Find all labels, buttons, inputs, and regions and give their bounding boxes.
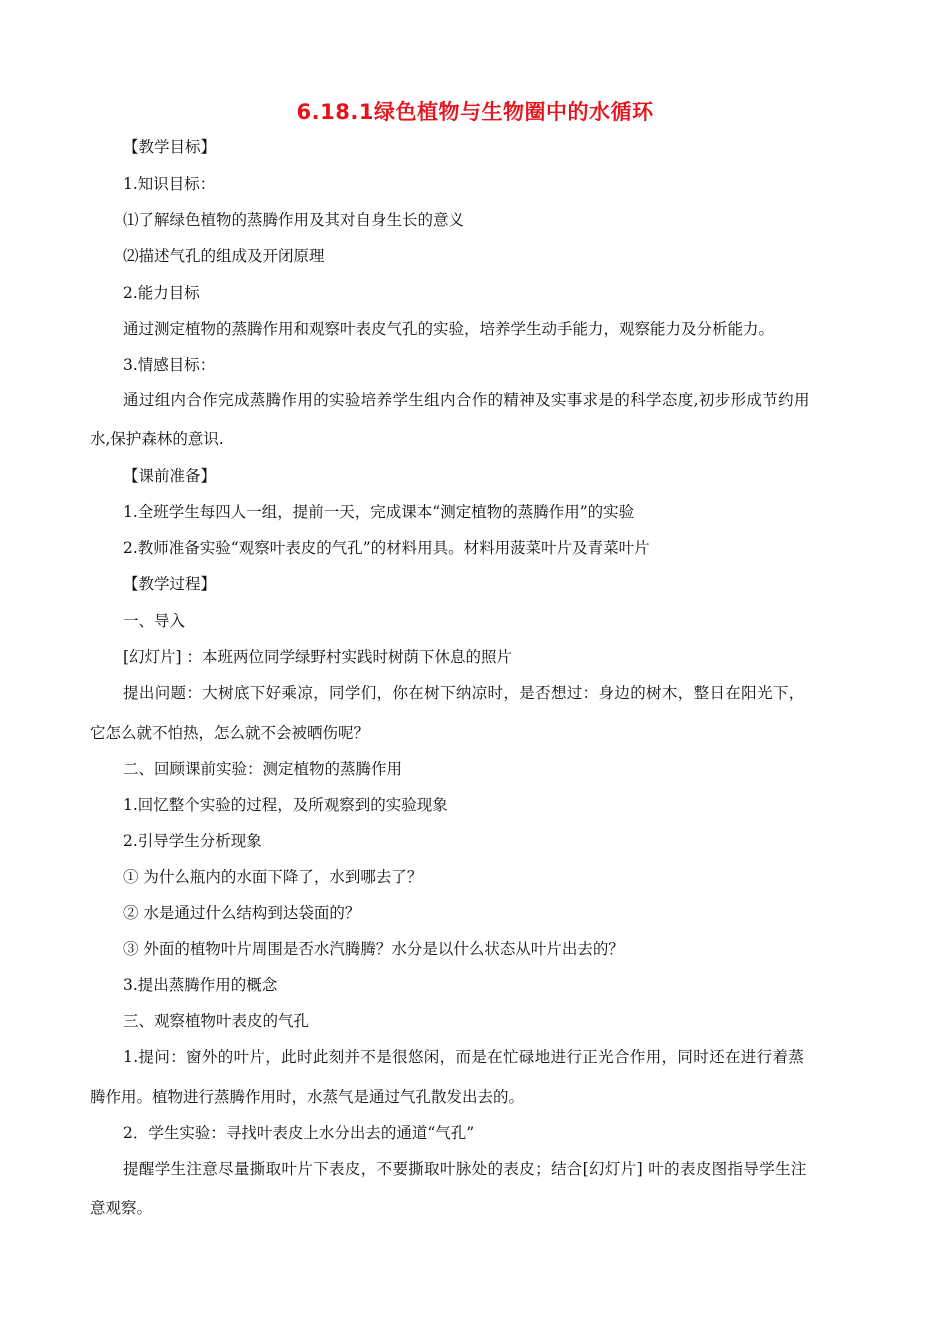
- paragraph-line: ⑴了解绿色植物的蒸腾作用及其对自身生长的意义: [123, 211, 465, 229]
- section-heading-teaching-goals: 【教学目标】: [123, 138, 217, 156]
- section-heading-preparation: 【课前准备】: [123, 467, 217, 485]
- paragraph-line: 通过组内合作完成蒸腾作用的实验培养学生组内合作的精神及实事求是的科学态度,初步形成节约用: [123, 391, 810, 409]
- paragraph-line: 三、观察植物叶表皮的气孔: [123, 1012, 310, 1030]
- paragraph-line: 3.情感目标：: [123, 356, 216, 374]
- paragraph-line: 2.能力目标: [123, 284, 200, 302]
- paragraph-line: ⑵描述气孔的组成及开闭原理: [123, 247, 325, 265]
- paragraph-line: [幻灯片] ：本班两位同学绿野村实践时树荫下休息的照片: [123, 648, 513, 666]
- paragraph-line: ② 水是通过什么结构到达袋面的？: [123, 904, 361, 922]
- paragraph-line: 通过测定植物的蒸腾作用和观察叶表皮气孔的实验，培养学生动手能力，观察能力及分析能力。: [123, 320, 775, 338]
- paragraph-line: 2.引导学生分析现象: [123, 832, 262, 850]
- paragraph-line: 它怎么就不怕热，怎么就不会被晒伤呢？: [90, 724, 370, 742]
- paragraph-line: 二、回顾课前实验：测定植物的蒸腾作用: [123, 760, 403, 778]
- paragraph-line: 2．学生实验：寻找叶表皮上水分出去的通道“气孔”: [123, 1124, 475, 1142]
- paragraph-line: 3.提出蒸腾作用的概念: [123, 976, 278, 994]
- paragraph-line: 1.知识目标：: [123, 175, 216, 193]
- paragraph-line: 1.全班学生每四人一组，提前一天，完成课本“测定植物的蒸腾作用”的实验: [123, 503, 635, 521]
- paragraph-line: 提出问题：大树底下好乘凉，同学们，你在树下纳凉时，是否想过：身边的树木，整日在阳光下，: [123, 684, 805, 702]
- paragraph-line: 1.回忆整个实验的过程，及所观察到的实验现象: [123, 796, 448, 814]
- paragraph-line: 一、导入: [123, 612, 186, 630]
- paragraph-line: 腾作用。植物进行蒸腾作用时，水蒸气是通过气孔散发出去的。: [90, 1088, 525, 1106]
- paragraph-line: 提醒学生注意尽量撕取叶片下表皮，不要撕取叶脉处的表皮；结合[幻灯片] 叶的表皮图指导学生注: [123, 1160, 807, 1178]
- paragraph-line: 意观察。: [90, 1199, 153, 1217]
- paragraph-line: ① 为什么瓶内的水面下降了，水到哪去了？: [123, 868, 423, 886]
- paragraph-line: 水,保护森林的意识.: [90, 430, 224, 448]
- section-heading-process: 【教学过程】: [123, 575, 217, 593]
- document-title: 6.18.1绿色植物与生物圈中的水循环: [296, 100, 654, 124]
- paragraph-line: ③ 外面的植物叶片周围是否水汽腾腾？水分是以什么状态从叶片出去的？: [123, 940, 624, 958]
- paragraph-line: 1.提问：窗外的叶片，此时此刻并不是很悠闲，而是在忙碌地进行正光合作用，同时还在进行着蒸: [123, 1048, 805, 1066]
- paragraph-line: 2.教师准备实验“观察叶表皮的气孔”的材料用具。材料用菠菜叶片及青菜叶片: [123, 539, 650, 557]
